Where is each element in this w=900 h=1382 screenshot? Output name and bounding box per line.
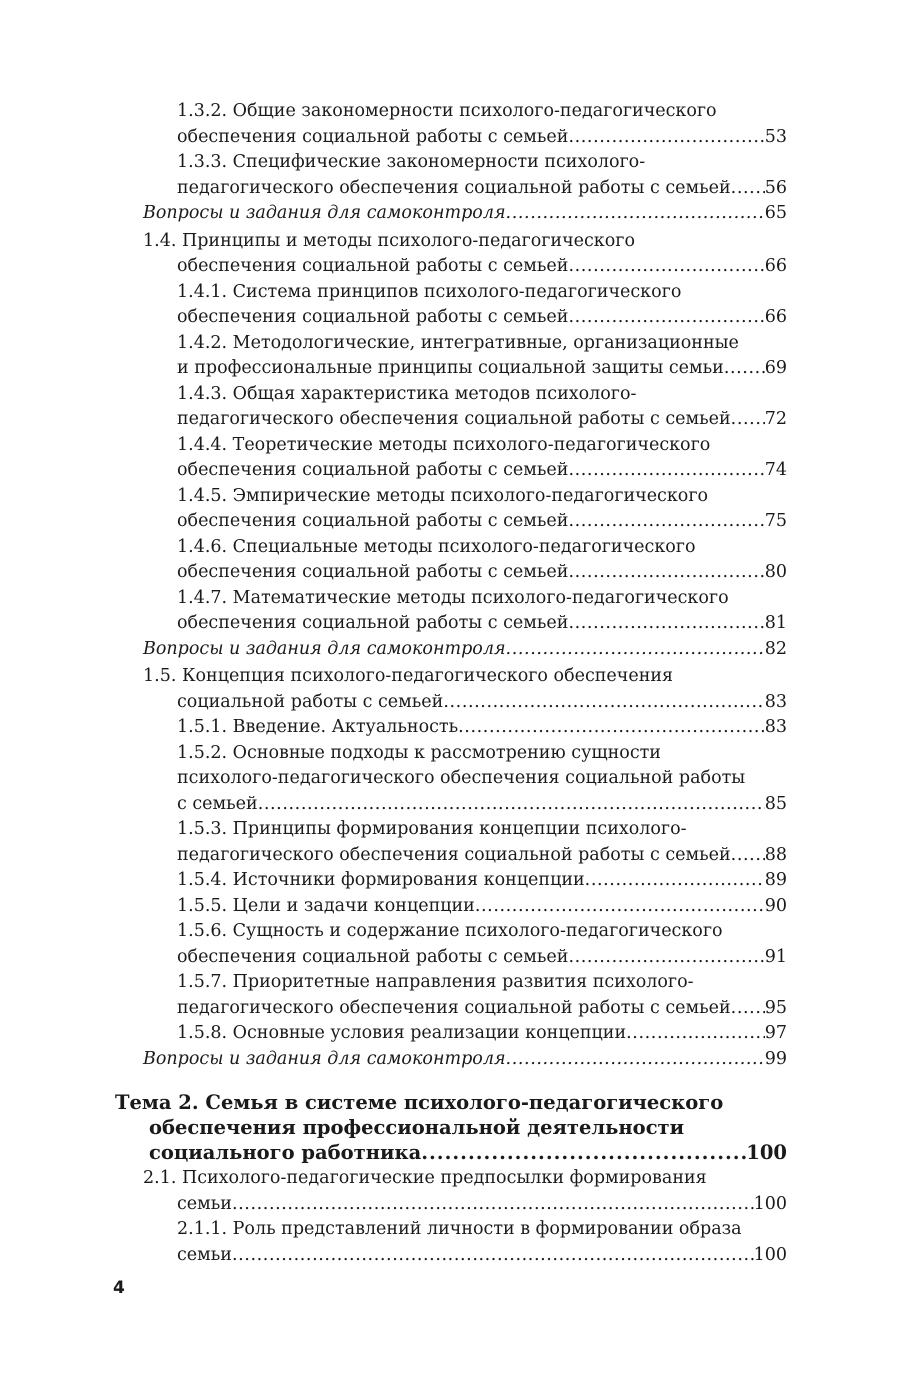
- dot-leader: [475, 894, 765, 920]
- toc-entry-title-line: Вопросы и задания для самоконтроля: [143, 1048, 506, 1069]
- toc-entry[interactable]: [177, 382, 787, 433]
- dot-leader: [731, 996, 765, 1022]
- dot-leader: [585, 868, 765, 894]
- toc-entry[interactable]: [177, 150, 787, 201]
- toc-entry-title-line: обеспечения социальной работы с семьей: [177, 307, 569, 327]
- toc-entry[interactable]: [143, 664, 787, 715]
- toc-entry-leader-row: [177, 509, 787, 535]
- toc-entry-title-line: 2.1. Психолого-педагогические предпосылки формирования: [143, 1168, 707, 1188]
- toc-entry-title-line: Тема 2. Семья в системе психолого-педагогического: [115, 1091, 724, 1114]
- toc-entry-title-line: обеспечения социальной работы с семьей: [177, 946, 569, 967]
- toc-entry-title-line: 1.5. Концепция психолого-педагогического обеспечения: [143, 666, 674, 686]
- dot-leader: [258, 792, 765, 818]
- toc-entry[interactable]: [143, 229, 787, 280]
- toc-entry-leader-row: [143, 690, 787, 716]
- toc-entry-title-line: социального работника: [149, 1141, 422, 1164]
- toc-entry[interactable]: [177, 817, 787, 868]
- dot-leader: [232, 1192, 754, 1218]
- toc-self-check-entry[interactable]: [143, 1047, 787, 1073]
- toc-entry-leader-row: [177, 715, 787, 741]
- toc-page-number: 83: [764, 691, 787, 712]
- toc-page-number: 91: [764, 946, 787, 967]
- toc-entry[interactable]: [177, 715, 787, 741]
- toc-page-number: 82: [764, 638, 787, 659]
- toc-entry-title-line: 1.5.2. Основные подходы к рассмотрению сущности: [177, 742, 661, 763]
- toc-entry-leader-row: [177, 458, 787, 484]
- toc-page-number: 100: [746, 1141, 787, 1164]
- toc-entry-title-line: 1.4.3. Общая характеристика методов психолого-: [177, 383, 637, 404]
- toc-page-number: 97: [764, 1023, 787, 1043]
- toc-entry-leader-row: [177, 611, 787, 637]
- dot-leader: [506, 201, 765, 227]
- toc-entry[interactable]: [177, 1217, 787, 1268]
- dot-leader: [568, 305, 764, 331]
- toc-entry-title-line: 1.5.5. Цели и задачи концепции: [177, 895, 475, 916]
- toc-entry-title-line: 1.4.2. Методологические, интегративные, организационные: [177, 332, 739, 353]
- toc-entry[interactable]: [177, 99, 787, 150]
- toc-entry-title-line: 1.4.6. Специальные методы психолого-педагогического: [177, 536, 696, 557]
- table-of-contents: [0, 99, 900, 1268]
- toc-page-number: 99: [764, 1048, 787, 1069]
- toc-page-number: 80: [764, 562, 787, 582]
- toc-entry-title-line: 1.5.4. Источники формирования концепции: [177, 870, 585, 890]
- toc-entry-leader-row: [177, 1243, 787, 1269]
- toc-self-check-entry[interactable]: [143, 201, 787, 227]
- dot-leader: [731, 407, 765, 433]
- toc-entry-leader-row: [177, 945, 787, 971]
- toc-page-number: 74: [764, 460, 787, 480]
- toc-page-number: 56: [764, 177, 787, 198]
- toc-entry-title-line: 1.4. Принципы и методы психолого-педагогического: [143, 230, 635, 251]
- toc-page-number: 100: [753, 1244, 787, 1265]
- toc-entry-title-line: и профессиональные принципы социальной защиты семьи: [177, 358, 724, 378]
- toc-entry-leader-row: [177, 996, 787, 1022]
- toc-entry[interactable]: [177, 741, 787, 818]
- toc-entry[interactable]: [177, 433, 787, 484]
- toc-entry-leader-row: [177, 1021, 787, 1047]
- toc-entry[interactable]: [177, 331, 787, 382]
- toc-entry[interactable]: [177, 1021, 787, 1047]
- toc-page-number: 100: [753, 1193, 787, 1214]
- toc-entry-title-line: Вопросы и задания для самоконтроля: [143, 203, 506, 223]
- toc-entry-title-line: 1.5.8. Основные условия реализации концепции: [177, 1023, 627, 1043]
- toc-entry-title-line: 1.4.1. Система принципов психолого-педагогического: [177, 281, 682, 302]
- toc-entry-title-line: 1.5.1. Введение. Актуальность: [177, 717, 459, 737]
- dot-leader: [568, 458, 764, 484]
- dot-leader: [731, 843, 765, 869]
- toc-entry-title-line: 1.4.5. Эмпирические методы психолого-педагогического: [177, 485, 709, 506]
- toc-page-number: 66: [764, 256, 787, 276]
- toc-entry-leader-row: [177, 125, 787, 151]
- toc-page-number: 83: [764, 717, 787, 737]
- dot-leader: [626, 1021, 765, 1047]
- toc-entry-title-line: обеспечения социальной работы с семьей: [177, 511, 569, 531]
- toc-entry-title-line: обеспечения социальной работы с семьей: [177, 562, 569, 582]
- toc-page-number: 75: [764, 511, 787, 531]
- toc-entry[interactable]: [143, 1166, 787, 1217]
- toc-entry-title-line: 1.3.3. Специфические закономерности психолого-: [177, 152, 646, 172]
- toc-entry-leader-row: [177, 792, 787, 818]
- toc-entry[interactable]: [177, 894, 787, 920]
- toc-entry-title-line: обеспечения социальной работы с семьей: [177, 126, 569, 147]
- toc-entry-title-line: с семьей: [177, 793, 258, 814]
- toc-entry-leader-row: [177, 560, 787, 586]
- dot-leader: [568, 125, 764, 151]
- dot-leader: [506, 637, 765, 663]
- toc-entry-title-line: обеспечения социальной работы с семьей: [177, 613, 569, 633]
- toc-page-number: 53: [764, 126, 787, 147]
- toc-entry-leader-row: [143, 1192, 787, 1218]
- toc-entry-title-line: социальной работы с семьей: [177, 691, 444, 712]
- toc-entry[interactable]: [177, 970, 787, 1021]
- toc-page-number: 90: [764, 895, 787, 916]
- dot-leader: [443, 690, 764, 716]
- toc-entry-title-line: 1.4.7. Математические методы психолого-педагогического: [177, 587, 729, 608]
- toc-page-number: 72: [764, 409, 787, 429]
- dot-leader: [568, 560, 764, 586]
- toc-entry-leader-row: [115, 1140, 787, 1165]
- toc-entry-leader-row: [177, 176, 787, 202]
- toc-page-number: 88: [764, 844, 787, 865]
- toc-entry-leader-row: [143, 1047, 787, 1073]
- toc-entry-title-line: педагогического обеспечения социальной работы с семьей: [177, 177, 731, 198]
- toc-entry-title-line: семьи: [177, 1244, 232, 1265]
- toc-entry[interactable]: [177, 586, 787, 637]
- toc-entry-title-line: педагогического обеспечения социальной работы с семьей: [177, 997, 731, 1018]
- toc-entry-title-line: 2.1.1. Роль представлений личности в формировании образа: [177, 1219, 742, 1239]
- toc-page-number: 95: [764, 997, 787, 1018]
- page-number: 4: [113, 1278, 125, 1298]
- toc-entry[interactable]: [177, 535, 787, 586]
- toc-entry-title-line: педагогического обеспечения социальной работы с семьей: [177, 409, 731, 429]
- dot-leader: [568, 254, 764, 280]
- toc-entry-leader-row: [143, 254, 787, 280]
- toc-entry[interactable]: [177, 484, 787, 535]
- dot-leader: [421, 1140, 746, 1165]
- toc-page-number: 81: [764, 613, 787, 633]
- toc-page-number: 89: [764, 870, 787, 890]
- toc-entry-leader-row: [177, 868, 787, 894]
- dot-leader: [568, 945, 764, 971]
- toc-page-number: 85: [764, 793, 787, 814]
- toc-page-number: 65: [764, 203, 787, 223]
- toc-entry-title-line: обеспечения социальной работы с семьей: [177, 460, 569, 480]
- toc-entry-title-line: 1.5.7. Приоритетные направления развития психолого-: [177, 972, 694, 992]
- toc-entry-title-line: 1.4.4. Теоретические методы психолого-педагогического: [177, 434, 711, 455]
- toc-entry-title-line: семьи: [177, 1193, 232, 1214]
- toc-page-number: 69: [764, 358, 787, 378]
- toc-entry-leader-row: [143, 201, 787, 227]
- toc-entry-title-line: педагогического обеспечения социальной работы с семьей: [177, 844, 731, 865]
- toc-entry-title-line: обеспечения социальной работы с семьей: [177, 256, 569, 276]
- dot-leader: [568, 611, 764, 637]
- toc-entry[interactable]: [177, 868, 787, 894]
- toc-entry-leader-row: [177, 894, 787, 920]
- dot-leader: [731, 176, 765, 202]
- dot-leader: [568, 509, 764, 535]
- toc-entry-leader-row: [143, 637, 787, 663]
- toc-entry-title-line: 1.3.2. Общие закономерности психолого-педагогического: [177, 101, 717, 121]
- dot-leader: [724, 356, 765, 382]
- toc-entry-title-line: 1.5.3. Принципы формирования концепции психолого-: [177, 819, 687, 839]
- toc-page-number: 66: [764, 307, 787, 327]
- toc-self-check-entry[interactable]: [143, 637, 787, 663]
- toc-topic-heading[interactable]: [115, 1090, 787, 1165]
- toc-entry-leader-row: [177, 356, 787, 382]
- toc-entry[interactable]: [177, 280, 787, 331]
- toc-entry-title-line: психолого-педагогического обеспечения социальной работы: [177, 768, 746, 788]
- toc-entry-leader-row: [177, 843, 787, 869]
- toc-entry-title-line: обеспечения профессиональной деятельности: [149, 1116, 685, 1139]
- toc-entry-leader-row: [177, 305, 787, 331]
- dot-leader: [506, 1047, 765, 1073]
- toc-entry-title-line: Вопросы и задания для самоконтроля: [143, 638, 506, 659]
- toc-entry[interactable]: [177, 919, 787, 970]
- toc-entry-title-line: 1.5.6. Сущность и содержание психолого-педагогического: [177, 921, 723, 941]
- dot-leader: [458, 715, 765, 741]
- dot-leader: [232, 1243, 754, 1269]
- toc-entry-leader-row: [177, 407, 787, 433]
